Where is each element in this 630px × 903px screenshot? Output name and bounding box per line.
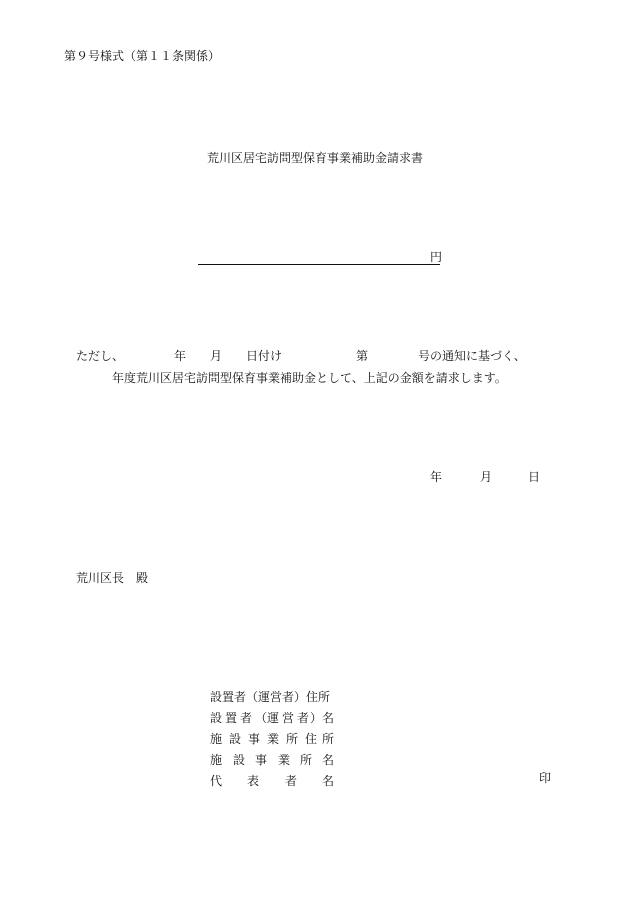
facility-name-label-char: 所 — [300, 753, 313, 767]
operator-name-label-char: 名 — [322, 711, 335, 725]
operator-name-label-char: ） — [310, 711, 323, 725]
notice-number-prefix: 第 — [356, 349, 369, 363]
operator-name-label-char: 営 — [282, 711, 295, 725]
body-prefix: ただし、 — [76, 349, 125, 363]
facility-address-label-char: 施 — [210, 732, 223, 746]
operator-name-label-char: （ — [255, 711, 268, 725]
facility-name-label-char: 事 — [255, 753, 268, 767]
facility-name-label-char: 設 — [233, 753, 246, 767]
facility-name-label-char: 業 — [278, 753, 291, 767]
facility-address-label-char: 住 — [305, 732, 318, 746]
facility-address-label-char: 業 — [267, 732, 280, 746]
notice-month-label: 月 — [210, 349, 223, 363]
representative-label-char: 表 — [247, 774, 260, 788]
operator-name-label-char: 設 — [210, 711, 223, 725]
operator-name-label-char: 者 — [297, 711, 310, 725]
representative-label-char: 名 — [322, 774, 335, 788]
form-number: 第９号様式（第１１条関係） — [64, 49, 221, 63]
document-title: 荒川区居宅訪問型保育事業補助金請求書 — [206, 151, 423, 165]
date-day-label: 日 — [528, 470, 541, 484]
addressee: 荒川区長 殿 — [76, 571, 149, 585]
facility-name-label-char: 施 — [210, 753, 223, 767]
body-line-2: 年度荒川区居宅訪問型保育事業補助金として、上記の金額を請求します。 — [112, 371, 507, 385]
representative-label-char: 者 — [285, 774, 298, 788]
notice-year-label: 年 — [174, 349, 187, 363]
facility-address-label-char: 事 — [248, 732, 261, 746]
operator-name-label-char: 運 — [267, 711, 280, 725]
facility-address-label-char: 所 — [322, 732, 335, 746]
representative-label-char: 代 — [210, 774, 223, 788]
amount-unit: 円 — [430, 250, 443, 264]
operator-address-label: 設置者（運営者）住所 — [210, 690, 331, 704]
operator-name-label-char: 者 — [240, 711, 253, 725]
notice-day-label: 日付け — [246, 349, 283, 363]
seal-mark: 印 — [539, 771, 552, 785]
notice-number-suffix: 号の通知に基づく、 — [418, 349, 526, 363]
date-year-label: 年 — [430, 470, 443, 484]
amount-underline — [198, 264, 440, 265]
facility-address-label-char: 設 — [229, 732, 242, 746]
facility-name-label-char: 名 — [322, 753, 335, 767]
facility-address-label-char: 所 — [286, 732, 299, 746]
date-month-label: 月 — [480, 470, 493, 484]
operator-name-label-char: 置 — [225, 711, 238, 725]
